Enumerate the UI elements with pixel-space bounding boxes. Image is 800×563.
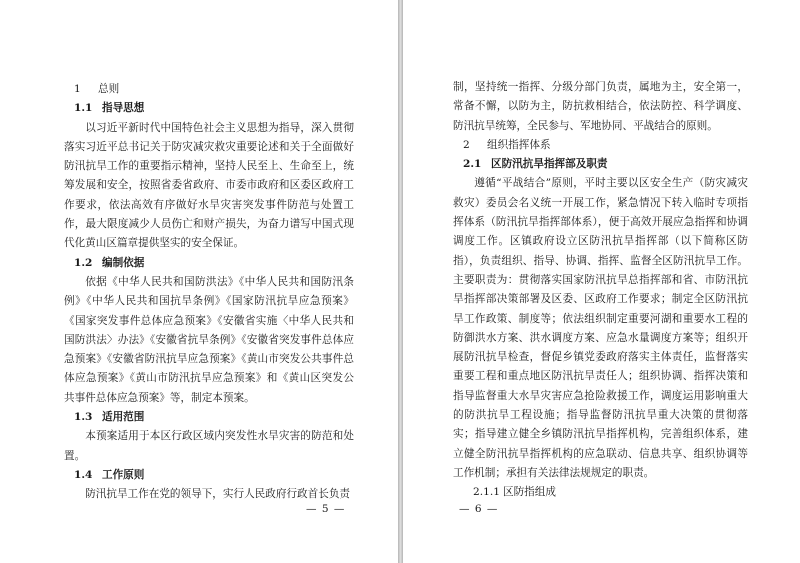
section-title: 指导思想 [102, 102, 145, 115]
heading-number: 1 [74, 83, 81, 95]
section-number: 1.1 [74, 102, 93, 115]
heading-organization-system [453, 136, 748, 155]
heading-title: 组织指挥体系 [487, 138, 551, 151]
left-page-content [64, 80, 354, 505]
subsection-heading-2-1-1 [453, 483, 748, 502]
section-title: 区防汛抗旱指挥部及职责 [491, 158, 608, 171]
heading-general-provisions [64, 80, 354, 99]
page-number: — 6 — [459, 503, 499, 515]
subsection-title: 区防指组成 [503, 486, 556, 499]
section-heading-1-2 [64, 254, 354, 273]
section-heading-1-4 [64, 466, 354, 485]
right-page [403, 0, 800, 563]
paragraph-working-principles: 防汛抗旱工作在党的领导下，实行人民政府行政首长负责 [85, 488, 351, 501]
section-title: 编制依据 [102, 256, 145, 269]
right-page-content [453, 78, 748, 503]
subsection-number: 2.1.1 [473, 486, 500, 499]
paragraph-working-principles-continued: 制，坚持统一指挥、分级分部门负责，属地为主，安全第一，常备不懈，以防为主，防抗救相结合，依法防控、科学调度、防汛抗旱统筹，全民参与、军地协同、平战结合的原则。 [453, 81, 748, 132]
section-heading-1-1 [64, 99, 354, 118]
section-number: 1.4 [74, 468, 93, 481]
left-page [0, 0, 398, 563]
section-heading-2-1 [453, 155, 748, 174]
section-title: 适用范围 [102, 411, 145, 424]
heading-number: 2 [463, 138, 470, 151]
paragraph-compilation-basis: 依据《中华人民共和国防洪法》《中华人民共和国防汛条例》《中华人民共和国抗旱条例》《国家防汛抗旱应急预案》《国家突发事件总体应急预案》《安徽省实施〈中华人民共和国防洪法〉办法》《安徽省抗旱条例》《安徽省突发事件总体应急预案》《安徽省防汛抗旱应急预案》《黄山市突发公共事件总体应急预案》《黄山市防汛抗旱应急预案》和《黄山区突发公共事件总体应急预案》等，制定本预案。 [64, 275, 354, 404]
section-number: 1.2 [74, 256, 93, 269]
section-number: 2.1 [463, 158, 482, 171]
paragraph-scope: 本预案适用于本区行政区域内突发性水旱灾害的防范和处置。 [64, 430, 354, 462]
page-number: — 5 — [306, 503, 346, 515]
paragraph-guiding-ideology: 以习近平新时代中国特色社会主义思想为指导，深入贯彻落实习近平总书记关于防灾减灾救灾重要论述和关于全面做好防汛抗旱工作的重要指示精神，坚持人民至上、生命至上，统筹发展和安全，按照省委省政府、市委市政府和区委区政府工作要求，依法高效有序做好水旱灾害突发事件防范与处置工作，最大限度减少人员伤亡和财产损失，为奋力谱写中国式现代化黄山区篇章提供坚实的安全保证。 [64, 121, 354, 250]
section-heading-1-3 [64, 408, 354, 427]
section-number: 1.3 [74, 411, 93, 424]
paragraph-headquarters-duties: 遵循“平战结合”原则，平时主要以区安全生产（防灾减灾救灾）委员会名义统一开展工作，紧急情况下转入临时专项指挥体系（防汛抗旱指挥部体系），便于高效开展应急指挥和协调调度工作。区镇政府设立区防汛抗旱指挥部（以下简称区防指），负责组织、指导、协调、指挥、监督全区防汛抗旱工作。主要职责为：贯彻落实国家防汛抗旱总指挥部和省、市防汛抗旱指挥部决策部署及区委、区政府工作要求；制定全区防汛抗旱工作政策、制度等；依法组织制定重要河湖和重要水工程的防御洪水方案、洪水调度方案、应急水量调度方案等；组织开展防汛抗旱检查，督促乡镇党委政府落实主体责任，监督落实重要工程和重点地区防汛抗旱责任人；组织协调、指挥决策和指导监督重大水旱灾害应急抢险救援工作，调度运用影响重大的防洪抗旱工程设施；指导监督防汛抗旱重大决策的贯彻落实；指导建立健全乡镇防汛抗旱指挥机构，完善组织体系，建立健全防汛抗旱指挥机构的应急联动、信息共享、组织协调等工作机制；承担有关法律法规规定的职责。 [453, 177, 748, 479]
heading-title: 总则 [98, 83, 120, 95]
section-title: 工作原则 [102, 468, 145, 481]
